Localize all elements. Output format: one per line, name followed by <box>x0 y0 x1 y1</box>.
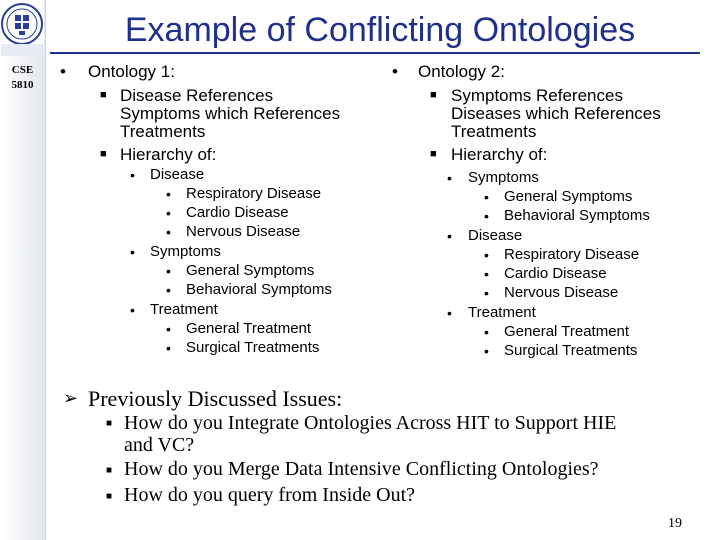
square-bullet-icon: ■ <box>106 418 113 429</box>
arrow-bullet-icon: ➢ <box>63 388 79 408</box>
bullet-dot: • <box>130 244 135 260</box>
square-bullet-icon: ■ <box>106 465 113 476</box>
list-item: Symptoms <box>150 243 221 260</box>
bullet-dot: • <box>484 343 489 359</box>
list-item: General Symptoms <box>186 262 315 279</box>
course-code: CSE 5810 <box>11 64 34 91</box>
bullet-dot: • <box>166 282 171 298</box>
list-item: Symptoms <box>468 169 539 186</box>
list-item: General Treatment <box>186 320 312 337</box>
list-item: Nervous Disease <box>504 284 619 301</box>
list-item: Treatment <box>150 301 218 318</box>
bullet-dot: • <box>166 224 171 240</box>
square-bullet-icon: ■ <box>100 89 107 101</box>
issue-question-3: How do you query from Inside Out? <box>124 484 416 506</box>
square-bullet-icon: ■ <box>430 89 437 101</box>
square-bullet-icon: ■ <box>430 148 437 160</box>
issue-question-1: How do you Integrate Ontologies Across HIT to Support HIE and VC? <box>124 412 617 456</box>
sidebar <box>0 0 46 540</box>
list-item: Surgical Treatments <box>186 339 320 356</box>
list-item: Behavioral Symptoms <box>504 207 650 224</box>
bullet-dot: • <box>166 321 171 337</box>
issues-heading: Previously Discussed Issues: <box>88 386 343 411</box>
bullet-dot: • <box>392 62 398 81</box>
bullet-dot: • <box>447 305 452 321</box>
issue-question-2: How do you Merge Data Intensive Conflicting Ontologies? <box>124 458 599 480</box>
bullet-dot: • <box>166 205 171 221</box>
bullet-dot: • <box>130 167 135 183</box>
ontology-2-references: Symptoms References Diseases which References Treatments <box>451 86 661 141</box>
bullet-dot: • <box>447 170 452 186</box>
bullet-dot: • <box>166 263 171 279</box>
list-item: Respiratory Disease <box>504 246 640 263</box>
list-item: Nervous Disease <box>186 223 301 240</box>
bullet-dot: • <box>166 186 171 202</box>
bullet-dot: • <box>484 208 489 224</box>
list-item: Disease <box>150 166 205 183</box>
list-item: Behavioral Symptoms <box>186 281 332 298</box>
ontology-2-heading: Ontology 2: <box>418 62 505 81</box>
bullet-dot: • <box>484 324 489 340</box>
bullet-dot: • <box>166 340 171 356</box>
list-item: Surgical Treatments <box>504 342 638 359</box>
list-item: General Treatment <box>504 323 630 340</box>
bullet-dot: • <box>447 228 452 244</box>
bullet-dot: • <box>60 62 66 81</box>
page-number: 19 <box>668 516 682 531</box>
list-item: Cardio Disease <box>504 265 607 282</box>
bullet-dot: • <box>484 266 489 282</box>
university-seal-logo <box>1 0 44 56</box>
list-item: Respiratory Disease <box>186 185 322 202</box>
square-bullet-icon: ■ <box>100 148 107 160</box>
ontology-1-heading: Ontology 1: <box>88 62 175 81</box>
list-item: Treatment <box>468 304 536 321</box>
square-bullet-icon: ■ <box>106 491 113 502</box>
list-item: General Symptoms <box>504 188 633 205</box>
ontology-1-hierarchy-label: Hierarchy of: <box>120 145 217 164</box>
title-divider <box>50 52 700 54</box>
list-item: Cardio Disease <box>186 204 289 221</box>
bullet-dot: • <box>484 189 489 205</box>
slide-title: Example of Conflicting Ontologies <box>124 11 636 49</box>
bullet-dot: • <box>484 285 489 301</box>
bullet-dot: • <box>130 302 135 318</box>
bullet-dot: • <box>484 247 489 263</box>
ontology-2-hierarchy-label: Hierarchy of: <box>451 145 548 164</box>
list-item: Disease <box>468 227 523 244</box>
ontology-1-references: Disease References Symptoms which References Treatments <box>120 86 341 141</box>
